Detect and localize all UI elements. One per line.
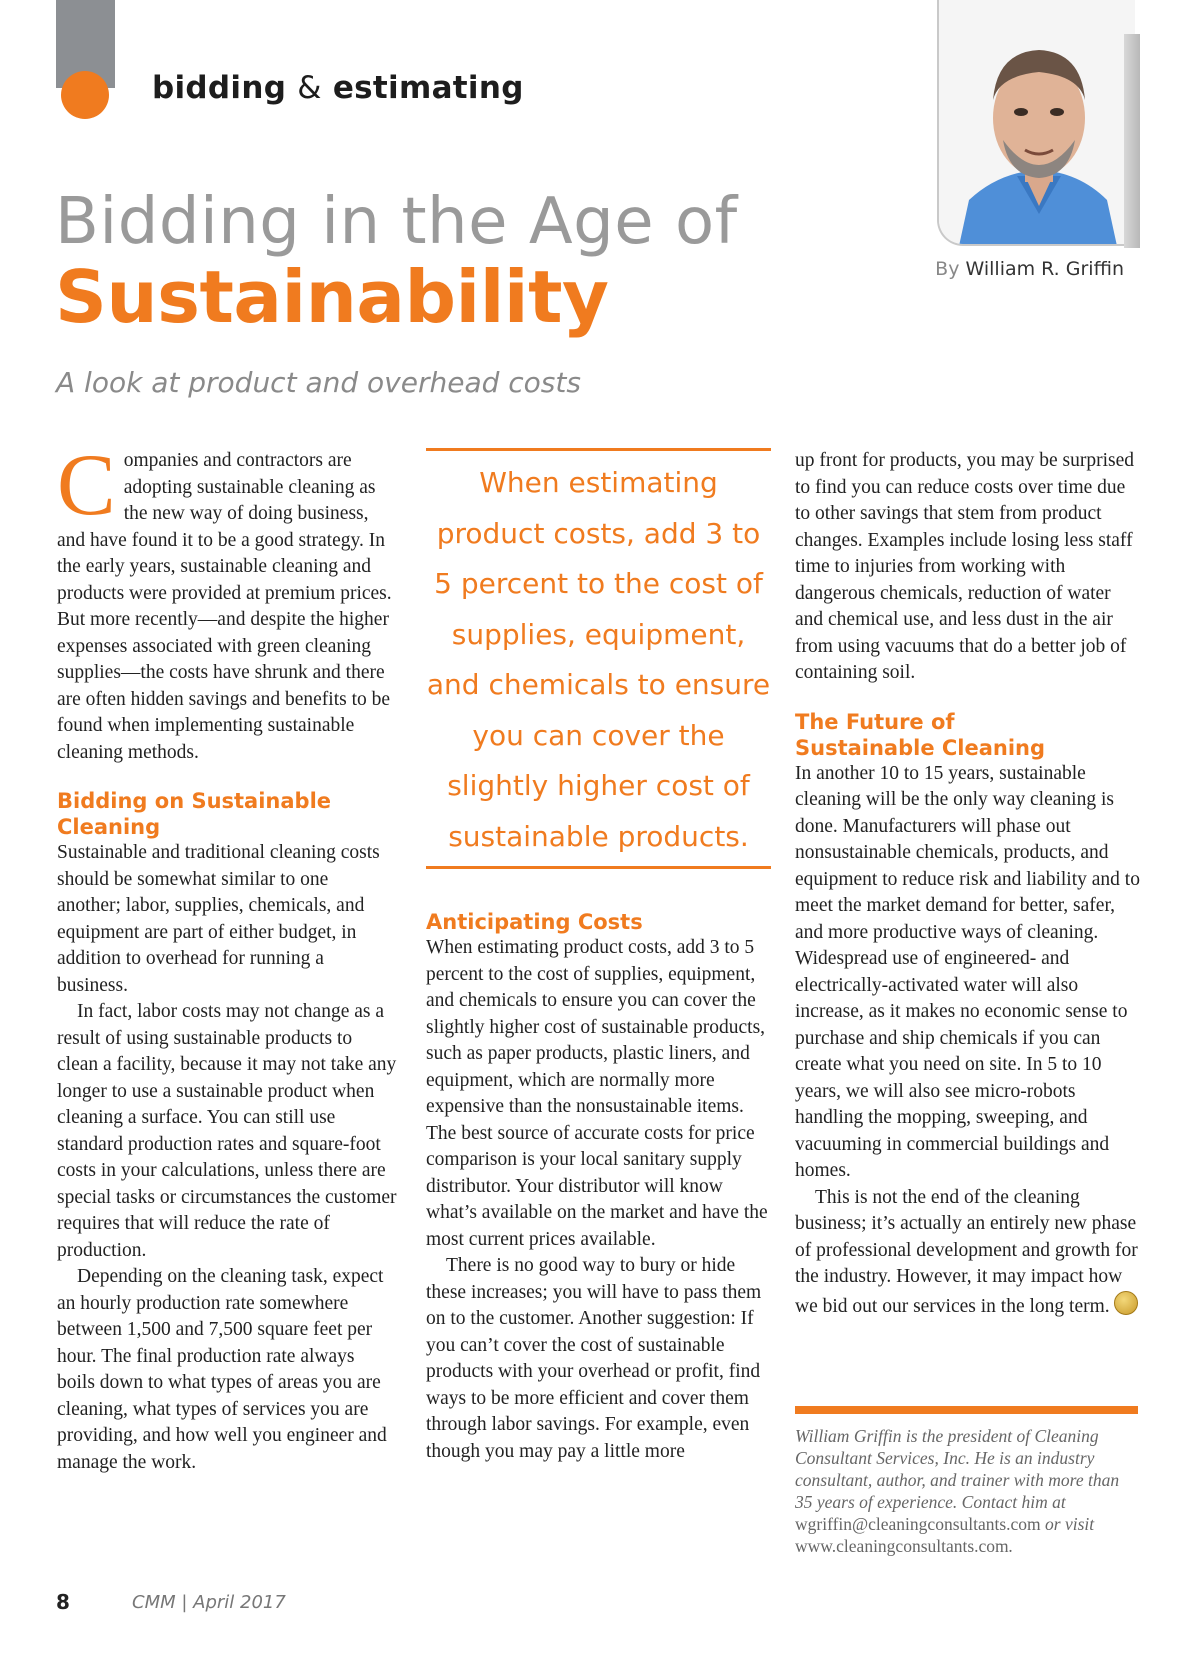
author-portrait-image (939, 0, 1135, 246)
intro-paragraph (57, 437, 397, 766)
author-bio (795, 1425, 1140, 1557)
byline-prefix: By (935, 258, 960, 280)
bio-website-link[interactable]: www.cleaningconsultants.com (795, 1536, 1009, 1556)
pull-quote: When estimating product costs, add 3 to 5 percent to the cost of supplies, equipment, and chemicals to ensure you can cover the slightly higher cost of sustainable products. (426, 448, 771, 869)
body-paragraph: up front for products, you may be surprised to find you can reduce costs over time due to other savings that stem from product changes. Examples include losing less staff time to injuries from working with dangerous chemicals, reduction of water and chemical use, and less dust in the air from using vacuums that do a better job of containing soil. (795, 450, 1135, 683)
body-paragraph: Depending on the cleaning task, expect an hourly production rate somewhere between 1,500 and 7,500 square feet per hour. The final production rate always boils down to what types of areas you are cleaning, what types of services you are providing, and how well you engineer and manage the work. (57, 1266, 387, 1473)
heading-future-line2: Sustainable Cleaning (795, 735, 1046, 760)
section-dot-icon (61, 71, 109, 119)
heading-future-line1: The Future of (795, 709, 955, 734)
column-2 (426, 448, 771, 1465)
author-name: William R. Griffin (965, 258, 1124, 280)
publication-info: CMM | April 2017 (132, 1592, 286, 1613)
author-photo (937, 0, 1135, 246)
heading-bidding: Bidding on Sustainable Cleaning (57, 789, 332, 839)
body-paragraph: When estimating product costs, add 3 to 5 percent to the cost of supplies, equipment, and chemicals to ensure you can cover the slightly higher cost of sustainable products, such as paper products, plastic liners, and equipment, which are normally more expensive than the nonsustainable items. The best source of accurate costs for price comparison is your local sanitary supply distributor. Your distributor will know what’s available on the market and have the most current prices available. (426, 937, 768, 1250)
body-paragraph: In fact, labor costs may not change as a result of using sustainable products to clean a facility, because it may not take any longer to use a sustainable product when cleaning a surface. You can still use standard production rates and square-foot costs in your calculations, unless there are special tasks or circumstances the customer requires that will reduce the rate of production. (57, 1001, 397, 1261)
bio-email-link[interactable]: wgriffin@cleaningconsultants.com (795, 1514, 1041, 1534)
article-subtitle: A look at product and overhead costs (56, 366, 581, 399)
heading-future (795, 709, 1140, 761)
column-3 (795, 448, 1140, 1320)
body-paragraph: There is no good way to bury or hide these increases; you will have to pass them on to the customer. Another suggestion: If you can’t cover the cost of sustainable products with your overhead or profit, find ways to be more efficient and cover them through labor savings. For example, even though you may pay a little more (426, 1255, 762, 1462)
bio-text: or visit (1040, 1514, 1095, 1534)
column-1 (57, 437, 397, 1476)
closing-text: This is not the end of the cleaning business; it’s actually an entirely new phase of professional development and growth for the industry. However, it may impact how we bid out our services in the long term. (795, 1186, 1138, 1317)
page-number: 8 (56, 1590, 70, 1614)
section-label-amp: & (297, 70, 322, 106)
section-label-part2: estimating (332, 70, 524, 106)
cmm-logo-endmark-icon (1114, 1291, 1138, 1315)
bio-divider (795, 1406, 1138, 1414)
intro-text: ompanies and contractors are adopting sustainable cleaning as the new way of doing business, and have found it to be a good strategy. In the early years, sustainable cleaning and products were provided at premium prices. But more recently—and despite the higher expenses associated with green cleaning supplies—the costs have shrunk and there are often hidden savings and benefits to be found when implementing sustainable cleaning methods. (57, 450, 392, 763)
body-paragraph: Sustainable and traditional cleaning costs should be somewhat similar to one another; labor, supplies, chemicals, and equipment are part of either budget, in addition to overhead for running a business. (57, 842, 380, 996)
section-label-part1: bidding (152, 70, 287, 106)
article-title-line1: Bidding in the Age of (55, 185, 738, 259)
body-paragraph: In another 10 to 15 years, sustainable cleaning will be the only way cleaning is done. Manufacturers will phase out nonsustainable chemicals, products, and equipment to reduce risk and liability and to meet the market demand for better, safer, and more productive ways of cleaning. Widespread use of engineered- and electrically-activated water will also increase, as it makes no economic sense to purchase and ship chemicals if you can create what you need on site. In 5 to 10 years, we will also see micro-robots handling the mopping, sweeping, and vacuuming in commercial buildings and homes. (795, 762, 1140, 1181)
section-label (152, 70, 524, 106)
photo-accent-bar (1124, 34, 1140, 248)
body-paragraph (795, 1185, 1140, 1321)
bio-text: . (1008, 1536, 1014, 1556)
dropcap: C (57, 437, 116, 534)
byline (935, 258, 1124, 280)
heading-anticipating-costs: Anticipating Costs (426, 910, 643, 934)
bio-text: William Griffin is the president of Cleaning Consultant Services, Inc. He is an industry consultant, author, and trainer with more than 35 years of experience. Contact him at (795, 1426, 1120, 1512)
article-title-line2: Sustainability (55, 255, 609, 339)
